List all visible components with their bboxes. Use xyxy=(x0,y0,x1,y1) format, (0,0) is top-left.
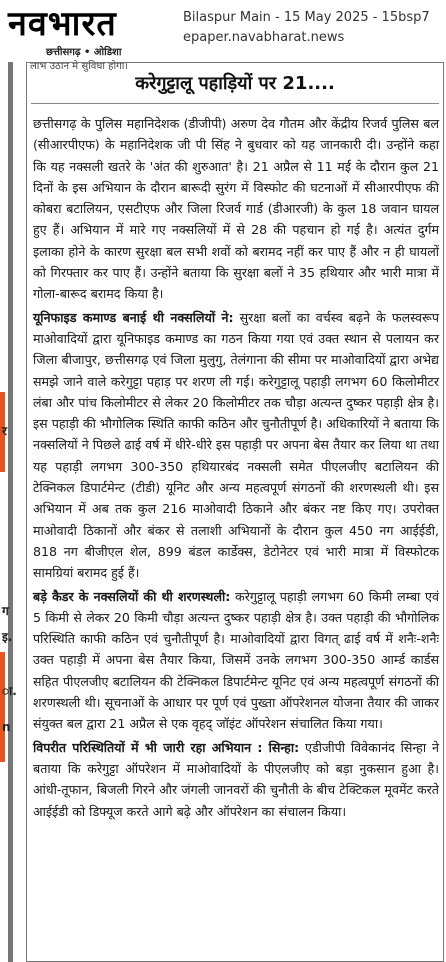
accent-bar xyxy=(0,652,5,762)
logo-tagline: छत्तीसगढ़ • ओडिशा xyxy=(46,47,122,58)
headline-rule xyxy=(31,103,439,104)
column-fragment: ग xyxy=(2,604,9,618)
paragraph-subhead: बड़े कैडर के नक्सलियों की थी शरणस्थली: xyxy=(33,588,231,604)
paragraph-text: करेगुट्टालू पहाड़ी लगभग 60 किमी लम्बा एवं 5 किमी से लेकर 20 किमी चौड़ा अत्यन्त दुष्कर पहाड़ी क्षेत्र है। उक्त पहाड़ी की भौगोलिक परिस्थिति काफी कठिन एवं चुनौतीपूर्ण है। माओवादियों द्वारा विगत् ढाई वर्ष में शनैः-शनैः उक्त पहाड़ी में अपना बेस तैयार किया, जिसमें उनके लगभग 300-350 आर्म्ड कार्डस सहित पीएलजीए बटालियन की टेक्निकल डिपार्टमेन्ट यूनिट एवं अन्य महत्वपूर्ण संगठनों की शरणस्थली थी। सूचनाओं के आधार पर पूर्ण एवं पुख्ता ऑपरेशनल योजना तैयार की जाकर संयुक्त बल द्वारा 21 अप्रैल से एक वृहद् जॉइंट ऑपरेशन संचालित किया गया। xyxy=(33,588,440,732)
paragraph-subhead: यूनिफाइड कमाण्ड बनाई थी नक्सलियों ने: xyxy=(33,309,234,325)
article-paragraph xyxy=(33,586,439,735)
article-paragraph xyxy=(33,737,439,822)
article-paragraph xyxy=(33,113,439,305)
left-column-strip xyxy=(0,62,22,962)
paragraph-subhead: विपरीत परिस्थितियों में भी जारी रहा अभियान : सिन्हा: xyxy=(33,739,300,755)
epaper-site: epaper.navabharat.news xyxy=(183,30,345,45)
article-body xyxy=(33,113,439,822)
column-fragment: n xyxy=(2,720,11,734)
previous-article-cut-text: लाभ उठान मे सुविधा होगा। xyxy=(30,61,129,72)
paragraph-text: सुरक्षा बलों का वर्चस्व बढ़ने के फलस्वरूप माओवादियों द्वारा यूनिफाइड कमाण्ड का गठन किया गया एवं उक्त स्थान से पलायन कर जिला बीजापुर, छत्तीसगढ़ एवं जिला मुलुगु, तेलंगाना की सीमा पर माओवादियों द्वारा अभेद्य समझे जाने वाले करेगुट्टा पहाड़ पर शरण ली गई। करेगुट्टालू पहाड़ी लगभग 60 किलोमीटर लंबा और पांच किलोमीटर से लेकर 20 किलोमीटर तक चौड़ा अत्यन्त दुष्कर पहाड़ी क्षेत्र है। इस पहाड़ी की भौगोलिक स्थिति काफी कठिन और चुनौतीपूर्ण है। अधिकारियों ने बताया कि नक्सलियों ने पिछले ढाई वर्ष में धीरे-धीरे इस पहाड़ी पर अपना बेस तैयार कर लिया था तथा यह पहाड़ी लगभग 300-350 हथियारबंद नक्सली समेत पीएलजीए बटालियन की टेक्निकल डिपार्टमेन्ट (टीडी) यूनिट और अन्य महत्वपूर्ण संगठनों की शरणस्थली थी। इस अभियान में अब तक कुल 216 माओवादी ठिकाने और बंकर नष्ट किए गए। उपरोक्त माओवादी ठिकानों और बंकर से तलाशी अभियानों के दौरान कुल 450 नग आईईडी, 818 नग बीजीएल शेल, 899 बंडल कार्डेक्स, डेटोनेटर एवं भारी मात्रा में विस्फोटक सामग्रियां बरामद हुई हैं। xyxy=(33,309,439,581)
paragraph-text: एडीजीपी विवेकानंद सिन्हा ने बताया कि करेगुट्टा ऑपरेशन में माओवादियों के पीएलजीए को बड़ा नुकसान हुआ है। आंधी-तूफान, बिजली गिरने और जंगली जानवरों की चुनौती के बीच टेक्टिकल मूवमेंट करते आईईडी को डिफ्यूज करते आगे बढ़े और ऑपरेशन का संचालन किया। xyxy=(33,739,439,819)
paragraph-text: छत्तीसगढ़ के पुलिस महानिदेशक (डीजीपी) अरुण देव गौतम और केंद्रीय रिजर्व पुलिस बल (सीआरपीएफ) के महानिदेशक जी पी सिंह ने बुधवार को यह जानकारी दी। उन्होंने कहा कि यह नक्सली खतरे के 'अंत की शुरुआत' है। 21 अप्रैल से 11 मई के दौरान कुल 21 दिनों के इस अभियान के दौरान बारूदी सुरंग में विस्फोट की घटनाओं में सीआरपीएफ की कोबरा बटालियन, एसटीएफ और जिला रिजर्व गार्ड (डीआरजी) के कुल 18 जवान घायल हुए हैं। अभियान में मारे गए नक्सलियों में से 28 की पहचान हो गई है। अत्यंत दुर्गम इलाका होने के कारण सुरक्षा बल सभी शवों को बरामद नहीं कर पाए हैं और न ही घायलों को गिरफ्तार कर पाए हैं। उन्होंने बताया कि सुरक्षा बलों ने 35 हथियार और भारी मात्रा में गोला-बारूद बरामद किया है। xyxy=(33,116,439,302)
column-fragment: ा. xyxy=(2,684,17,698)
article-paragraph xyxy=(33,307,439,584)
edition-line: Bilaspur Main - 15 May 2025 - 15bsp7 xyxy=(183,10,430,25)
column-fragment: इ. xyxy=(2,630,13,644)
newspaper-logo: नवभारत xyxy=(8,4,117,44)
article-box xyxy=(26,62,444,962)
column-fragment: र xyxy=(2,424,7,438)
column-divider xyxy=(8,62,13,962)
article-headline: करेगुट्टालू पहाड़ियों पर 21.... xyxy=(135,73,335,94)
masthead xyxy=(0,0,446,62)
